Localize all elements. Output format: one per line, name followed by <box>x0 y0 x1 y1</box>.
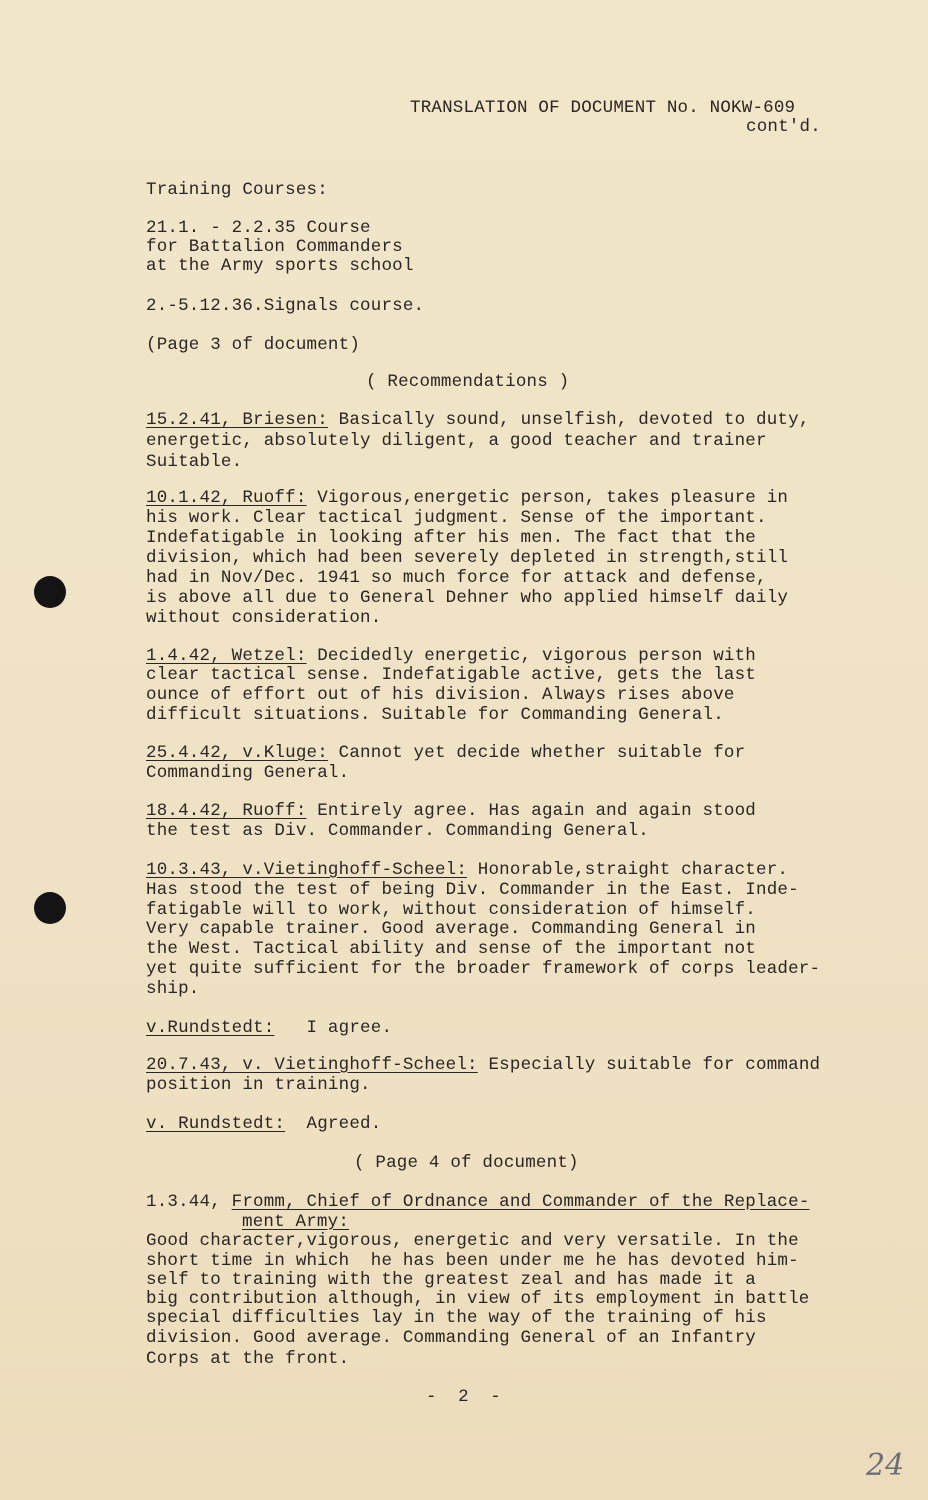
signals-course: 2.-5.12.36.Signals course. <box>146 296 425 316</box>
entry-text: Honorable,straight character. <box>467 860 789 880</box>
entry-label: 10.1.42, Ruoff: <box>146 488 307 508</box>
entry-label: Fromm, Chief of Ordnance and Commander of the Replace- <box>231 1192 810 1212</box>
entry-text: Basically sound, unselfish, devoted to duty, <box>327 410 810 430</box>
entry-label: v. Rundstedt: <box>146 1114 286 1134</box>
entry-text: the West. Tactical ability and sense of the important not <box>146 939 756 959</box>
entry-text: his work. Clear tactical judgment. Sense of the important. <box>146 508 767 528</box>
entry-date: 1.3.44, <box>146 1192 221 1212</box>
entry-text: without consideration. <box>146 608 382 628</box>
course-line: 21.1. - 2.2.35 Course <box>146 218 371 238</box>
entry-text: energetic, absolutely diligent, a good teacher and trainer <box>146 431 767 451</box>
continued-note: cont'd. <box>746 117 821 137</box>
document-title: TRANSLATION OF DOCUMENT No. NOKW-609 <box>410 98 796 118</box>
course-line: for Battalion Commanders <box>146 237 403 257</box>
entry-text: had in Nov/Dec. 1941 so much force for attack and defense, <box>146 568 767 588</box>
entry-label: 20.7.43, v. Vietinghoff-Scheel: <box>146 1055 478 1075</box>
entry-text: Commanding General. <box>146 763 350 783</box>
entry-text: difficult situations. Suitable for Commanding General. <box>146 705 724 725</box>
entry-text: Very capable trainer. Good average. Commanding General in <box>146 919 756 939</box>
training-heading: Training Courses: <box>146 180 328 200</box>
recommendation-entry <box>146 860 788 880</box>
entry-text: Corps at the front. <box>146 1349 350 1369</box>
entry-text: Cannot yet decide whether suitable for <box>327 743 746 763</box>
folio-number: 24 <box>866 1448 905 1483</box>
recommendation-entry <box>146 410 810 430</box>
entry-label: v.Rundstedt: <box>146 1018 275 1038</box>
entry-text: clear tactical sense. Indefatigable active, gets the last <box>146 665 756 685</box>
entry-text: Indefatigable in looking after his men. The fact that the <box>146 528 756 548</box>
recommendation-entry <box>146 1192 810 1212</box>
recommendation-entry <box>146 488 788 508</box>
entry-text: self to training with the greatest zeal and has made it a <box>146 1270 756 1290</box>
entry-text: is above all due to General Dehner who applied himself daily <box>146 588 789 608</box>
entry-text: Entirely agree. Has again and again stood <box>306 801 757 821</box>
recommendation-entry <box>146 801 756 821</box>
recommendation-entry <box>146 1018 392 1038</box>
entry-text: division. Good average. Commanding General of an Infantry <box>146 1328 756 1348</box>
entry-text: Vigorous,energetic person, takes pleasure in <box>306 488 789 508</box>
entry-label: 18.4.42, Ruoff: <box>146 801 307 821</box>
recommendations-heading: ( Recommendations ) <box>366 372 570 392</box>
entry-label: 10.3.43, v.Vietinghoff-Scheel: <box>146 860 468 880</box>
entry-text: fatigable will to work, without consideration of himself. <box>146 900 756 920</box>
entry-text: special difficulties lay in the way of the training of his <box>146 1308 767 1328</box>
entry-text: big contribution although, in view of its employment in battle <box>146 1289 810 1309</box>
recommendation-entry <box>146 1055 820 1075</box>
entry-text: Decidedly energetic, vigorous person with <box>306 646 757 666</box>
entry-text: Agreed. <box>285 1114 382 1134</box>
entry-text: Especially suitable for command <box>477 1055 821 1075</box>
page-3-note: (Page 3 of document) <box>146 335 361 355</box>
course-line: at the Army sports school <box>146 256 414 276</box>
entry-label: ment Army: <box>242 1212 350 1232</box>
page-number: - 2 - <box>426 1387 501 1407</box>
entry-text: Suitable. <box>146 452 243 472</box>
entry-text: ship. <box>146 979 200 999</box>
entry-text: position in training. <box>146 1075 371 1095</box>
entry-text: yet quite sufficient for the broader framework of corps leader- <box>146 959 821 979</box>
entry-text: division, which had been severely depleted in strength,still <box>146 548 789 568</box>
entry-label: 1.4.42, Wetzel: <box>146 646 307 666</box>
entry-text: Good character,vigorous, energetic and very versatile. In the <box>146 1231 799 1251</box>
entry-label: 15.2.41, Briesen: <box>146 410 328 430</box>
punch-hole <box>34 576 66 608</box>
recommendation-entry <box>146 743 745 763</box>
entry-text: short time in which he has been under me he has devoted him- <box>146 1251 799 1271</box>
entry-text: the test as Div. Commander. Commanding General. <box>146 821 649 841</box>
recommendation-entry <box>146 1114 381 1134</box>
entry-text: I agree. <box>274 1018 393 1038</box>
entry-text: ounce of effort out of his division. Always rises above <box>146 685 735 705</box>
entry-text: Has stood the test of being Div. Commander in the East. Inde- <box>146 880 799 900</box>
recommendation-entry <box>146 646 756 666</box>
entry-label: 25.4.42, v.Kluge: <box>146 743 328 763</box>
page-4-note: ( Page 4 of document) <box>354 1153 579 1173</box>
punch-hole <box>34 892 66 924</box>
